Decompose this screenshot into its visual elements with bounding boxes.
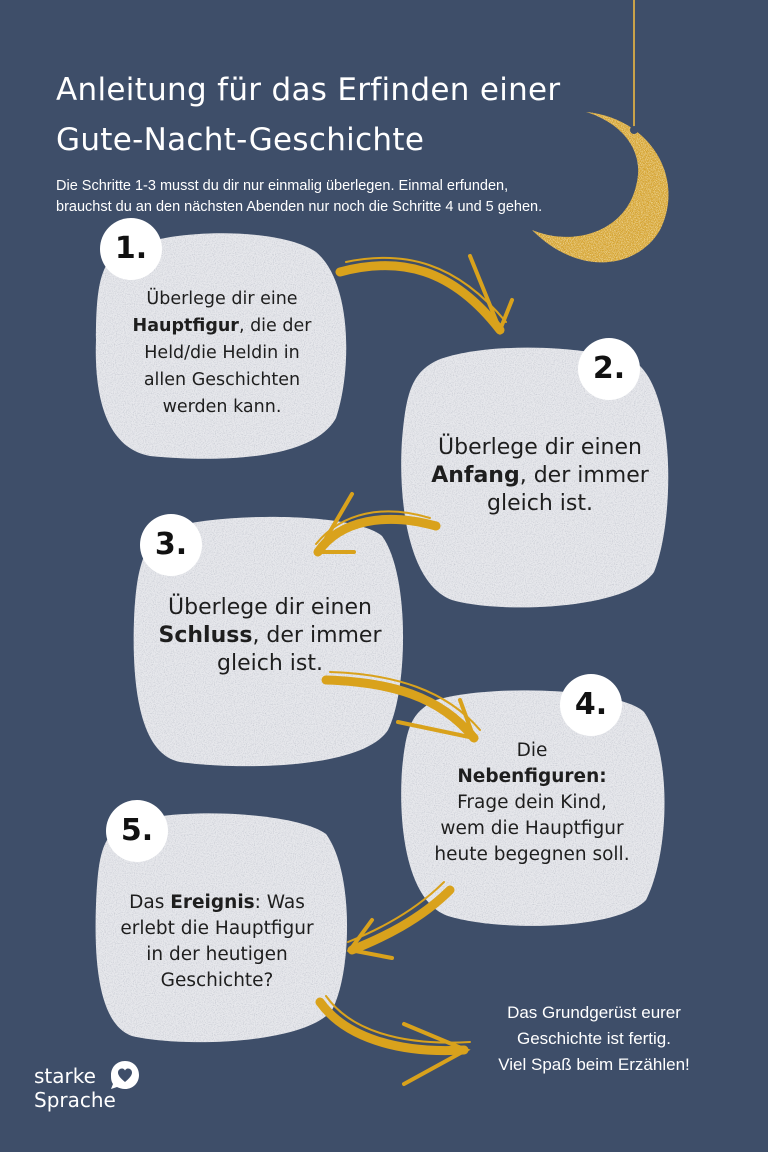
- step-2-bold: Anfang: [431, 463, 520, 488]
- logo-line-1: starke: [34, 1064, 96, 1088]
- step-2-text: [424, 434, 656, 518]
- step-5-bold: Ereignis: [170, 892, 255, 913]
- step-4-text: [432, 738, 632, 868]
- page-title-line-2: Gute-Nacht-Geschichte: [56, 122, 425, 158]
- step-5-post: : Was erlebt die Hauptfigur in der heutigen Geschichte?: [120, 892, 314, 991]
- intro-text: [56, 176, 616, 218]
- step-3-text: [154, 594, 386, 678]
- arrow-1-to-2: [340, 256, 512, 330]
- step-5-pre: Das: [129, 892, 165, 913]
- step-2-post: , der immer gleich ist.: [487, 463, 649, 516]
- step-1-text: [122, 286, 322, 421]
- step-1-post: , die der Held/die Heldin in allen Geschichten werden kann.: [143, 316, 312, 417]
- step-4-bold: Nebenfiguren:: [457, 766, 607, 787]
- step-3-pre: Überlege dir einen: [168, 595, 372, 620]
- step-4-number: 4.: [560, 674, 622, 736]
- step-3-post: , der immer gleich ist.: [217, 623, 382, 676]
- page-title-line-1: Anleitung für das Erfinden einer: [56, 72, 561, 108]
- closing-line-1: Das Grundgerüst eurer: [507, 1003, 681, 1022]
- step-2-pre: Überlege dir einen: [438, 435, 642, 460]
- heart-speech-bubble-icon: [108, 1058, 142, 1092]
- step-1-number: 1.: [100, 218, 162, 280]
- step-1-bold: Hauptfigur: [132, 316, 239, 336]
- step-2-number: 2.: [578, 338, 640, 400]
- step-4-post: Frage dein Kind, wem die Hauptfigur heute begegnen soll.: [434, 792, 630, 865]
- step-1-pre: Überlege dir eine: [146, 289, 298, 309]
- step-3-number: 3.: [140, 514, 202, 576]
- step-4-pre: Die: [516, 740, 548, 761]
- closing-line-2: Geschichte ist fertig.: [516, 1029, 671, 1048]
- step-5-text: [112, 890, 322, 994]
- closing-line-3: Viel Spaß beim Erzählen!: [498, 1055, 690, 1074]
- intro-line-1: Die Schritte 1-3 musst du dir nur einmalig überlegen. Einmal erfunden,: [56, 178, 509, 194]
- closing-message: [462, 1000, 726, 1078]
- logo-line-2: Sprache: [34, 1088, 116, 1112]
- arrow-5-to-end: [320, 996, 470, 1084]
- step-3-bold: Schluss: [158, 623, 253, 648]
- step-5-number: 5.: [106, 800, 168, 862]
- brand-logo: [34, 1064, 116, 1112]
- intro-line-2: brauchst du an den nächsten Abenden nur noch die Schritte 4 und 5 gehen.: [56, 199, 543, 215]
